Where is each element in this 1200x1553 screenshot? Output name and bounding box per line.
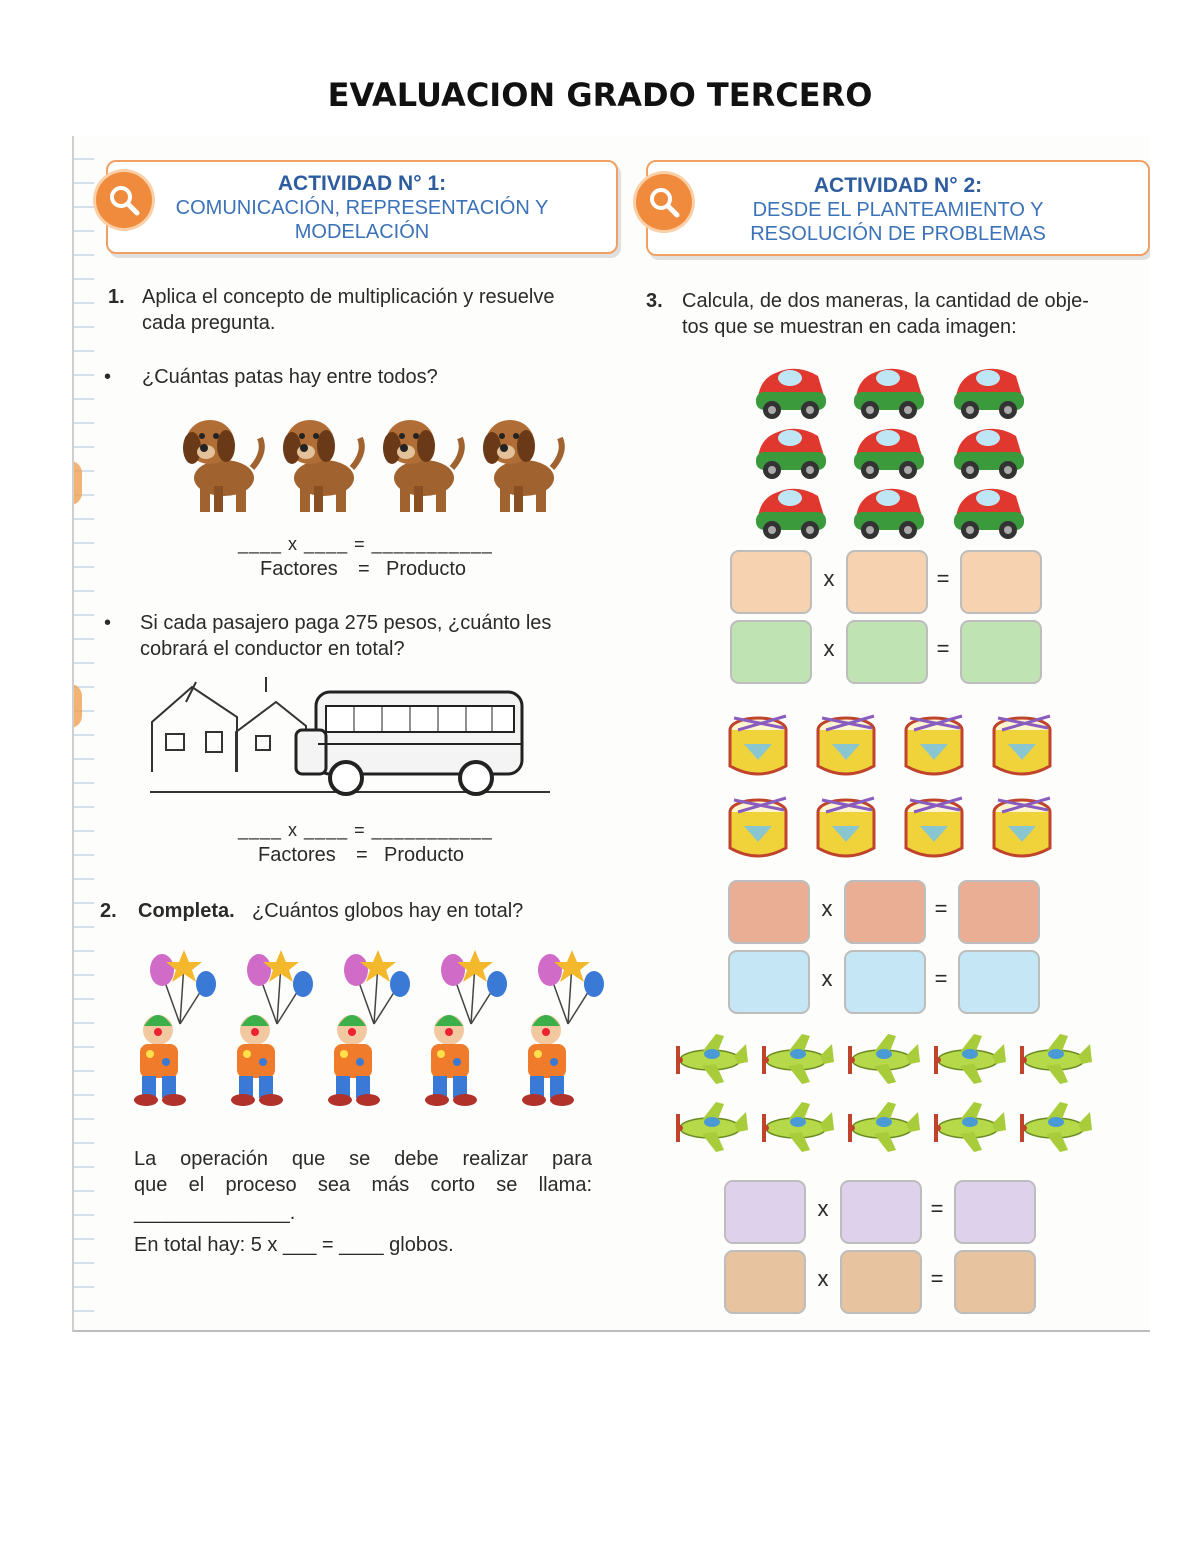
answer-box[interactable] xyxy=(958,880,1040,944)
answer-box[interactable] xyxy=(840,1250,922,1314)
producto-label: Producto xyxy=(384,844,465,866)
equals-label: = xyxy=(358,558,370,580)
factores-label: Factores xyxy=(258,844,336,866)
planes-illustration xyxy=(672,1032,1102,1160)
answer-box[interactable] xyxy=(954,1180,1036,1244)
answer-box[interactable] xyxy=(728,880,810,944)
answer-box[interactable] xyxy=(960,620,1042,684)
activity2-heading: ACTIVIDAD N° 2: xyxy=(813,174,983,197)
car-icon xyxy=(756,369,826,419)
equals-sign: = xyxy=(930,1196,944,1221)
factores-label: Factores xyxy=(260,558,338,580)
bus-illustration xyxy=(146,672,556,806)
activity2-banner xyxy=(646,160,1150,256)
answer-box[interactable] xyxy=(724,1250,806,1314)
q2-text: ¿Cuántos globos hay en total? xyxy=(252,900,524,922)
q1-text-line1: Aplica el concepto de multiplicación y resuelve xyxy=(142,286,555,308)
q1-bullet-b-line1: Si cada pasajero paga 275 pesos, ¿cuánto les xyxy=(140,612,552,634)
answer-box[interactable] xyxy=(846,620,928,684)
answer-box[interactable] xyxy=(844,880,926,944)
plane-icon xyxy=(677,1034,748,1084)
answer-box[interactable] xyxy=(724,1180,806,1244)
times-sign: x xyxy=(817,1266,829,1291)
equals-sign: = xyxy=(930,1266,944,1291)
q2-op-answer[interactable]: ______________. xyxy=(134,1202,296,1224)
answer-box[interactable] xyxy=(846,550,928,614)
q1-text-line2: cada pregunta. xyxy=(142,312,276,334)
equals-sign: = xyxy=(934,896,948,921)
drums-illustration xyxy=(724,708,1064,864)
activity2-line2: RESOLUCIÓN DE PROBLEMAS xyxy=(750,223,1046,245)
answer-box[interactable] xyxy=(730,620,812,684)
clown-icon xyxy=(134,950,216,1106)
equals-sign: = xyxy=(936,636,950,661)
q3-number: 3. xyxy=(646,290,663,312)
producto-label: Producto xyxy=(386,558,467,580)
answer-box[interactable] xyxy=(840,1180,922,1244)
q1-answer-line-b[interactable]: ____ x ____ = ___________ xyxy=(238,820,493,840)
q2-bold: Completa. xyxy=(138,900,235,922)
dogs-illustration xyxy=(174,408,574,518)
answer-box[interactable] xyxy=(730,550,812,614)
dog-icon xyxy=(183,420,262,512)
times-sign: x xyxy=(823,636,835,661)
q3-text-line1: Calcula, de dos maneras, la cantidad de obje- xyxy=(682,290,1089,312)
bullet-dot: • xyxy=(104,612,112,634)
times-sign: x xyxy=(821,896,833,921)
bullet-dot: • xyxy=(104,366,112,388)
q1-bullet-b-line2: cobrará el conductor en total? xyxy=(140,638,405,660)
magnifier-icon xyxy=(96,172,152,228)
drum-icon xyxy=(730,716,786,774)
answer-box[interactable] xyxy=(728,950,810,1014)
answer-box[interactable] xyxy=(960,550,1042,614)
magnifier-icon xyxy=(636,174,692,230)
worksheet xyxy=(72,136,1150,1332)
notebook-margin xyxy=(74,136,94,1330)
activity2-line1: DESDE EL PLANTEAMIENTO Y xyxy=(752,199,1044,221)
page-title: EVALUACION GRADO TERCERO xyxy=(327,76,873,114)
times-sign: x xyxy=(821,966,833,991)
equals-sign: = xyxy=(934,966,948,991)
q1-number: 1. xyxy=(108,286,125,308)
answer-box[interactable] xyxy=(844,950,926,1014)
q2-total: En total hay: 5 x ___ = ____ globos. xyxy=(134,1234,454,1256)
q1-bullet-a: ¿Cuántas patas hay entre todos? xyxy=(142,366,438,388)
cars-illustration xyxy=(754,358,1034,542)
bus-icon xyxy=(296,692,522,794)
equals-label: = xyxy=(356,844,368,866)
answer-box[interactable] xyxy=(958,950,1040,1014)
q2-op-line1: La operación que se debe realizar para xyxy=(134,1148,592,1170)
q1-answer-line-a[interactable]: ____ x ____ = ___________ xyxy=(238,534,493,554)
times-sign: x xyxy=(817,1196,829,1221)
equals-sign: = xyxy=(936,566,950,591)
answer-box[interactable] xyxy=(954,1250,1036,1314)
activity1-heading: ACTIVIDAD N° 1: xyxy=(277,172,447,195)
activity1-line1: COMUNICACIÓN, REPRESENTACIÓN Y xyxy=(175,197,549,219)
margin-tab xyxy=(72,461,82,505)
q2-op-line2: que el proceso sea más corto se llama: xyxy=(134,1174,592,1196)
activity1-line2: MODELACIÓN xyxy=(294,221,430,243)
clowns-illustration xyxy=(132,944,622,1114)
times-sign: x xyxy=(823,566,835,591)
q3-text-line2: tos que se muestran en cada imagen: xyxy=(682,316,1017,338)
q2-number: 2. xyxy=(100,900,117,922)
activity1-banner xyxy=(106,160,618,254)
margin-tab xyxy=(72,684,82,728)
